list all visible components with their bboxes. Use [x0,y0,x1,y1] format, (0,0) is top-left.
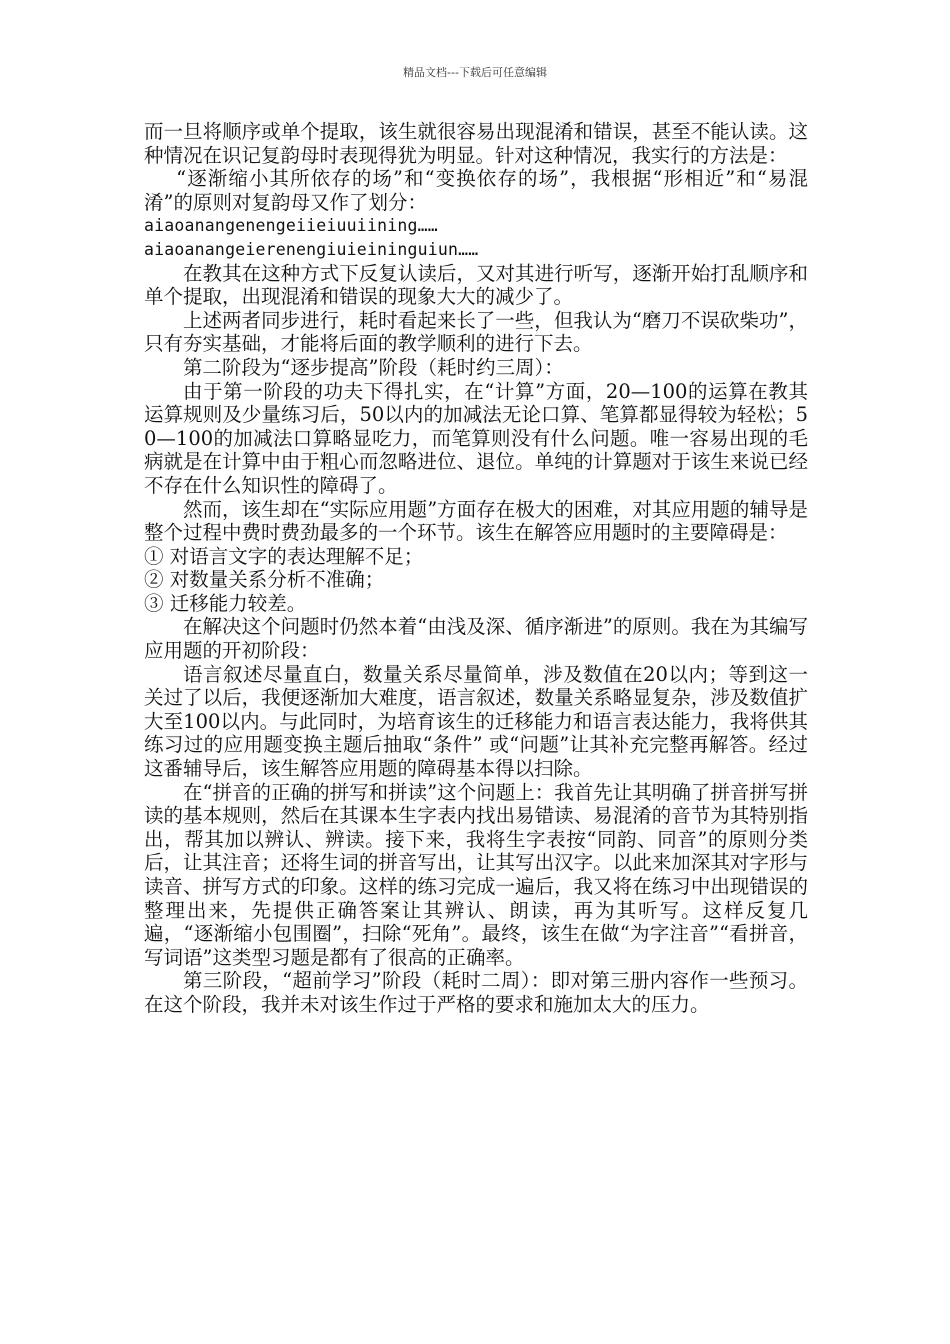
page-header: 精品文档---下载后可任意编辑 [403,66,547,79]
paragraph: 在教其在这种方式下反复认读后，又对其进行听写，逐渐开始打乱顺序和单个提取，出现混淆和错误的现象大大的减少了。 [144,261,808,309]
document-body [144,120,808,1017]
paragraph: 然而，该生却在“实际应用题”方面存在极大的困难，对其应用题的辅导是整个过程中费时费劲最多的一个环节。该生在解答应用题时的主要障碍是： [144,497,808,545]
list-item: ③ 迁移能力较差。 [144,591,307,615]
paragraph: 而一旦将顺序或单个提取，该生就很容易出现混淆和错误，甚至不能认读。这种情况在识记复韵母时表现得犹为明显。针对这种情况，我实行的方法是： [144,120,808,167]
paragraph: “逐渐缩小其所依存的场”和“变换依存的场”，我根据“形相近”和“易混淆”的原则对复韵母又作了划分： [144,167,808,214]
list-item: ② 对数量关系分析不准确； [144,568,385,592]
paragraph: 上述两者同步进行，耗时看起来长了一些，但我认为“磨刀不误砍柴功”，只有夯实基础，才能将后面的教学顺利的进行下去。 [144,308,808,356]
paragraph: 第三阶段，“超前学习”阶段（耗时二周）：即对第三册内容作一些预习。在这个阶段，我并未对该生作过于严格的要求和施加太大的压力。 [144,969,808,1016]
paragraph: 语言叙述尽量直白，数量关系尽量简单，涉及数值在20以内；等到这一关过了以后，我便逐渐加大难度，语言叙述，数量关系略显复杂，涉及数值扩大至100以内。与此同时，为培育该生的迁移能力和语言表达能力，我将供其练习过的应用题变换主题后抽取“条件” 或“问题”让其补充完整再解答。经过这番辅导后，该生解答应用题的障碍基本得以扫除。 [144,662,808,781]
pinyin-line: aiaoanangeierenengiuieininguiun…… [144,239,479,259]
paragraph: 在“拼音的正确的拼写和拼读”这个问题上：我首先让其明确了拼音拼写拼读的基本规则，然后在其课本生字表内找出易错读、易混淆的音节为其特别指出，帮其加以辨认、辨读。接下来，我将生字表按“同韵、同音”的原则分类后，让其注音；还将生词的拼音写出，让其写出汉字。以此来加深其对字形与读音、拼写方式的印象。这样的练习完成一遍后，我又将在练习中出现错误的整理出来，先提供正确答案让其辨认、朗读，再为其听写。这样反复几遍，“逐渐缩小包围圈”，扫除“死角”。最终，该生在做“为字注音”“看拼音，写词语”这类型习题是都有了很高的正确率。 [144,780,808,969]
paragraph: 由于第一阶段的功夫下得扎实，在“计算”方面，20—100的运算在教其运算规则及少量练习后，50以内的加减法无论口算、笔算都显得较为轻松；50—100的加减法口算略显吃力，而笔算则没有什么问题。唯一容易出现的毛病就是在计算中由于粗心而忽略进位、退位。单纯的计算题对于该生来说已经不存在什么知识性的障碍了。 [144,379,808,497]
pinyin-line: aiaoanangenengeiieiuuiining…… [144,216,438,236]
list-item: ① 对语言文字的表达理解不足； [144,544,424,568]
paragraph: 在解决这个问题时仍然本着“由浅及深、循序渐进”的原则。我在为其编写应用题的开初阶段： [144,615,808,663]
section-heading: 第二阶段为“逐步提高”阶段（耗时约三周）： [183,355,564,379]
